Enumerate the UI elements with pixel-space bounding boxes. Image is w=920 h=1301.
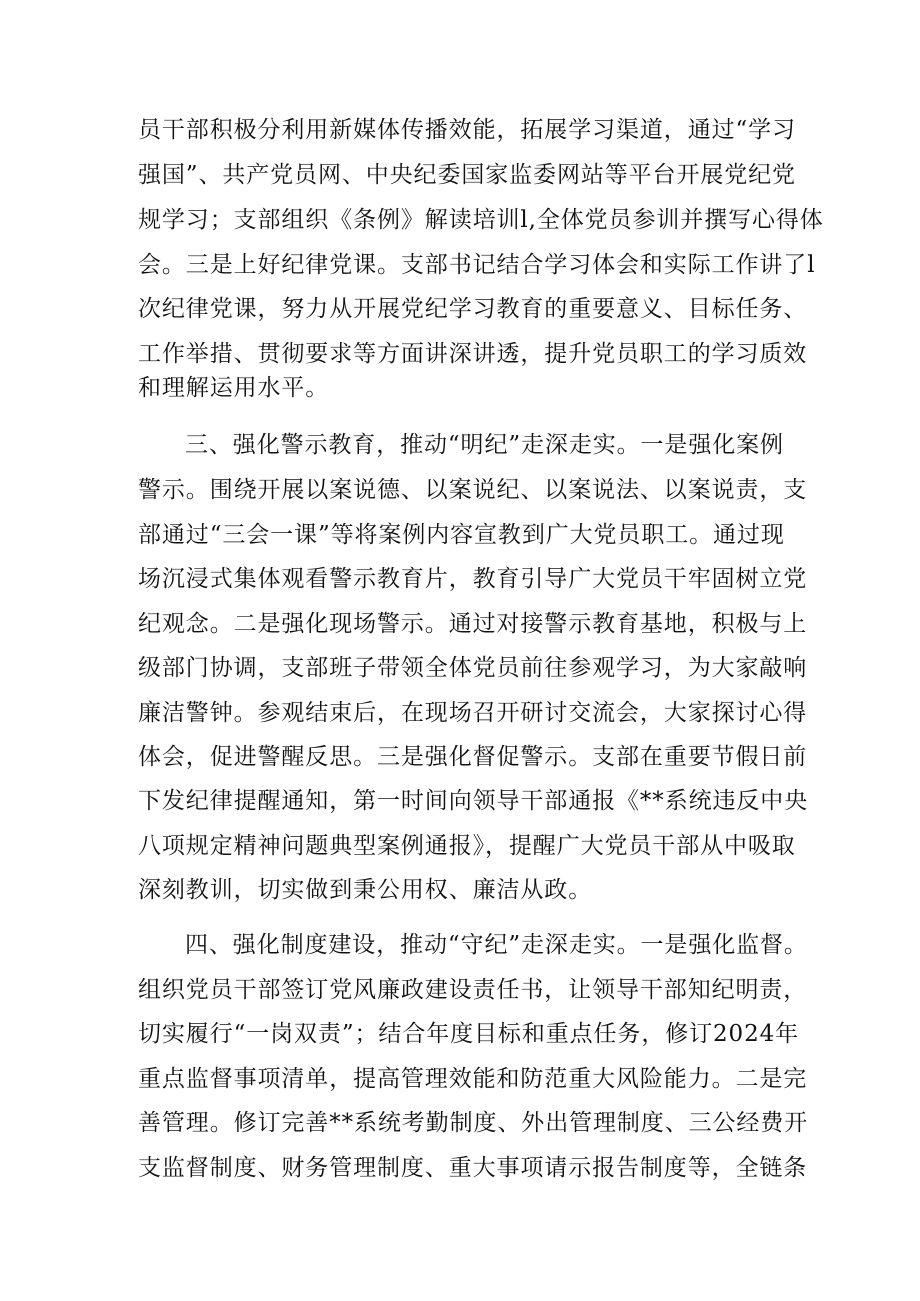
text-line: 纪观念。二是强化现场警示。通过对接警示教育基地，积极与上 xyxy=(138,611,808,637)
text-line: 组织党员干部签订党风廉政建设责任书，让领导干部知纪明责， xyxy=(138,977,808,1003)
text-line: 级部门协调，支部班子带领全体党员前往参观学习，为大家敲响 xyxy=(138,655,808,681)
text-line: 体会，促进警醒反思。三是强化督促警示。支部在重要节假日前 xyxy=(138,744,808,770)
text-line: 支监督制度、财务管理制度、重大事项请示报告制度等，全链条 xyxy=(138,1155,808,1181)
paragraph-heading-line: 四、强化制度建设，推动“守纪”走深走实。一是强化监督。 xyxy=(185,932,808,958)
text-line: 下发纪律提醒通知，第一时间向领导干部通报《**系统违反中央 xyxy=(138,788,809,814)
text-line: 部通过“三会一课”等将案例内容宣教到广大党员职工。通过现 xyxy=(138,522,785,548)
text-line: 工作举措、贯彻要求等方面讲深讲透，提升党员职工的学习质效 xyxy=(138,341,808,367)
text-line: 深刻教训，切实做到秉公用权、廉洁从政。 xyxy=(138,877,593,903)
text-line: 规学习；支部组织《条例》解读培训l,全体党员参训并撰写心得体 xyxy=(138,207,824,233)
text-line: 次纪律党课，努力从开展党纪学习教育的重要意义、目标任务、 xyxy=(138,296,808,322)
text-line: 八项规定精神问题典型案例通报》，提醒广大党员干部从中吸取 xyxy=(138,833,796,859)
text-line: 切实履行“一岗双责”；结合年度目标和重点任务，修订2024年 xyxy=(138,1021,800,1047)
text-line: 场沉浸式集体观看警示教育片，教育引导广大党员干牢固树立党 xyxy=(138,566,808,592)
text-line: 和理解运用水平。 xyxy=(138,375,330,401)
text-line: 廉洁警钟。参观结束后，在现场召开研讨交流会，大家探讨心得 xyxy=(138,700,808,726)
text-line: 员干部积极分利用新媒体传播效能，拓展学习渠道，通过“学习 xyxy=(138,117,796,143)
text-line: 强国”、共产党员网、中央纪委国家监委网站等平台开展党纪党 xyxy=(138,162,796,188)
text-line: 善管理。修订完善**系统考勤制度、外出管理制度、三公经费开 xyxy=(138,1110,809,1136)
text-line: 重点监督事项清单，提高管理效能和防范重大风险能力。二是完 xyxy=(138,1066,808,1092)
text-line: 警示。围绕开展以案说德、以案说纪、以案说法、以案说责，支 xyxy=(138,477,808,503)
paragraph-heading-line: 三、强化警示教育，推动“明纪”走深走实。一是强化案例 xyxy=(185,432,784,458)
text-line: 会。三是上好纪律党课。支部书记结合学习体会和实际工作讲了l xyxy=(138,252,816,278)
